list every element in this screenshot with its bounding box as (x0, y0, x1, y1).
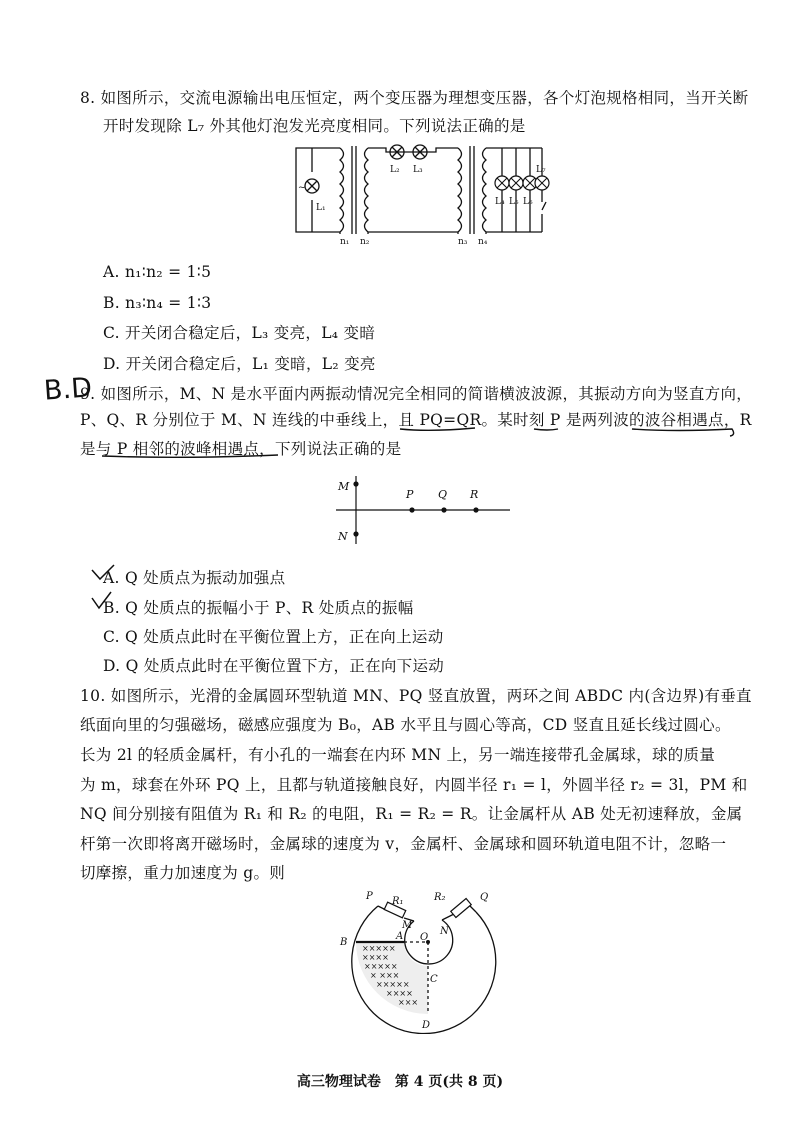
ac-source-symbol: ~ (298, 183, 306, 193)
coil-label-n3: n₃ (458, 237, 468, 247)
label-q: Q (438, 488, 448, 501)
lamp-label-l4: L₄ (495, 197, 505, 207)
q9-stem-line-3: 是与 P 相邻的波峰相遇点，下列说法正确的是 (80, 440, 402, 458)
source-m-dot (353, 481, 358, 486)
label-b: B (340, 937, 348, 948)
q9-stem-line-2: P、Q、R 分别位于 M、N 连线的中垂线上，且 PQ=QR。某时刻 P 是两列波的波谷相遇点，R (80, 411, 752, 429)
svg-text:××××: ×××× (386, 989, 413, 998)
lamp-label-l6: L₆ (523, 197, 533, 207)
svg-text:××××: ×××× (362, 953, 389, 962)
label-p: P (406, 488, 414, 501)
handwritten-check-marks (88, 562, 118, 614)
source-n-dot (353, 531, 358, 536)
resistor-r2 (451, 899, 471, 918)
coil-label-n1: n₁ (340, 237, 350, 247)
svg-text:×××: ××× (398, 998, 419, 1007)
q9-option-c: C. Q 处质点此时在平衡位置上方，正在向上运动 (103, 628, 444, 646)
label-r: R (470, 488, 479, 501)
svg-text:×××××: ××××× (364, 962, 398, 971)
coil-label-n2: n₂ (360, 237, 370, 247)
coil-label-n4: n₄ (478, 237, 488, 247)
label-p: P (366, 891, 373, 902)
q9-option-d: D. Q 处质点此时在平衡位置下方，正在向下运动 (103, 657, 445, 675)
label-r2: R₂ (434, 892, 446, 903)
svg-text:× ×××: × ××× (370, 971, 400, 980)
q8-stem-line-2: 开时发现除 L₇ 外其他灯泡发光亮度相同。下列说法正确的是 (103, 117, 526, 135)
q8-stem-line-1: 8. 如图所示，交流电源输出电压恒定，两个变压器为理想变压器，各个灯泡规格相同，当开关断 (80, 89, 749, 107)
q10-stem-line-7: 切摩擦，重力加速度为 g。则 (80, 864, 286, 882)
q10-stem-line-3: 长为 2l 的轻质金属杆，有小孔的一端套在内环 MN 上，另一端连接带孔金属球，球的质量 (80, 746, 716, 764)
lamp-label-l5: L₅ (509, 197, 519, 207)
q10-stem-line-4: 为 m，球套在外环 PQ 上，且都与轨道接触良好，内圆半径 r₁ = l，外圆半径 r₂ = 3l，PM 和 (80, 776, 748, 794)
point-q-dot (441, 507, 446, 512)
page-footer: 高三物理试卷 第 4 页(共 8 页) (296, 1074, 504, 1090)
label-n: N (338, 530, 348, 543)
q8-option-b: B. n₃∶n₄ = 1∶3 (103, 294, 212, 312)
lamp-label-l2: L₂ (390, 165, 400, 175)
q9-option-a: A. Q 处质点为振动加强点 (103, 569, 286, 587)
q10-stem-line-5: NQ 间分别接有阻值为 R₁ 和 R₂ 的电阻，R₁ = R₂ = R。让金属杆从 AB 处无初速释放，金属 (80, 805, 743, 823)
label-a: A (396, 931, 404, 942)
label-c: C (430, 974, 438, 985)
label-q: Q (480, 892, 489, 903)
q10-ring-track-figure (330, 884, 530, 1034)
lamp-label-l3: L₃ (413, 165, 423, 175)
q9-wave-sources-figure (330, 472, 520, 552)
svg-text:×××××: ××××× (376, 980, 410, 989)
label-m: M (402, 920, 413, 931)
q8-option-a: A. n₁∶n₂ = 1∶5 (103, 263, 212, 281)
q9-handwritten-underlines (0, 0, 800, 470)
q10-stem-line-6: 杆第一次即将离开磁场时，金属球的速度为 v，金属杆、金属球和圆环轨道电阻不计，忽略一 (80, 835, 727, 853)
q10-stem-line-1: 10. 如图所示，光滑的金属圆环型轨道 MN、PQ 竖直放置，两环之间 ABDC 内(含边界)有垂直 (80, 687, 752, 705)
label-r1: R₁ (392, 896, 404, 907)
lamp-label-l7: L₇ (536, 165, 546, 175)
q9-option-b: B. Q 处质点的振幅小于 P、R 处质点的振幅 (103, 599, 414, 617)
lamp-label-l1: L₁ (316, 203, 326, 213)
q8-option-c: C. 开关闭合稳定后，L₃ 变亮，L₄ 变暗 (103, 324, 376, 342)
handwritten-answer: B.D (42, 372, 93, 407)
label-d: D (422, 1020, 431, 1031)
label-n: N (440, 926, 449, 937)
label-o: O (420, 932, 429, 943)
q9-stem-line-1: 9. 如图所示，M、N 是水平面内两振动情况完全相同的简谐横波波源，其振动方向为竖直方向， (80, 385, 753, 403)
q10-stem-line-2: 纸面向里的匀强磁场，磁感应强度为 B₀，AB 水平且与圆心等高，CD 竖直且延长线过圆心。 (80, 716, 731, 734)
point-p-dot (409, 507, 414, 512)
q8-option-d: D. 开关闭合稳定后，L₁ 变暗，L₂ 变亮 (103, 355, 376, 373)
svg-text:×××××: ××××× (362, 944, 396, 953)
point-r-dot (473, 507, 478, 512)
label-m: M (338, 480, 350, 493)
